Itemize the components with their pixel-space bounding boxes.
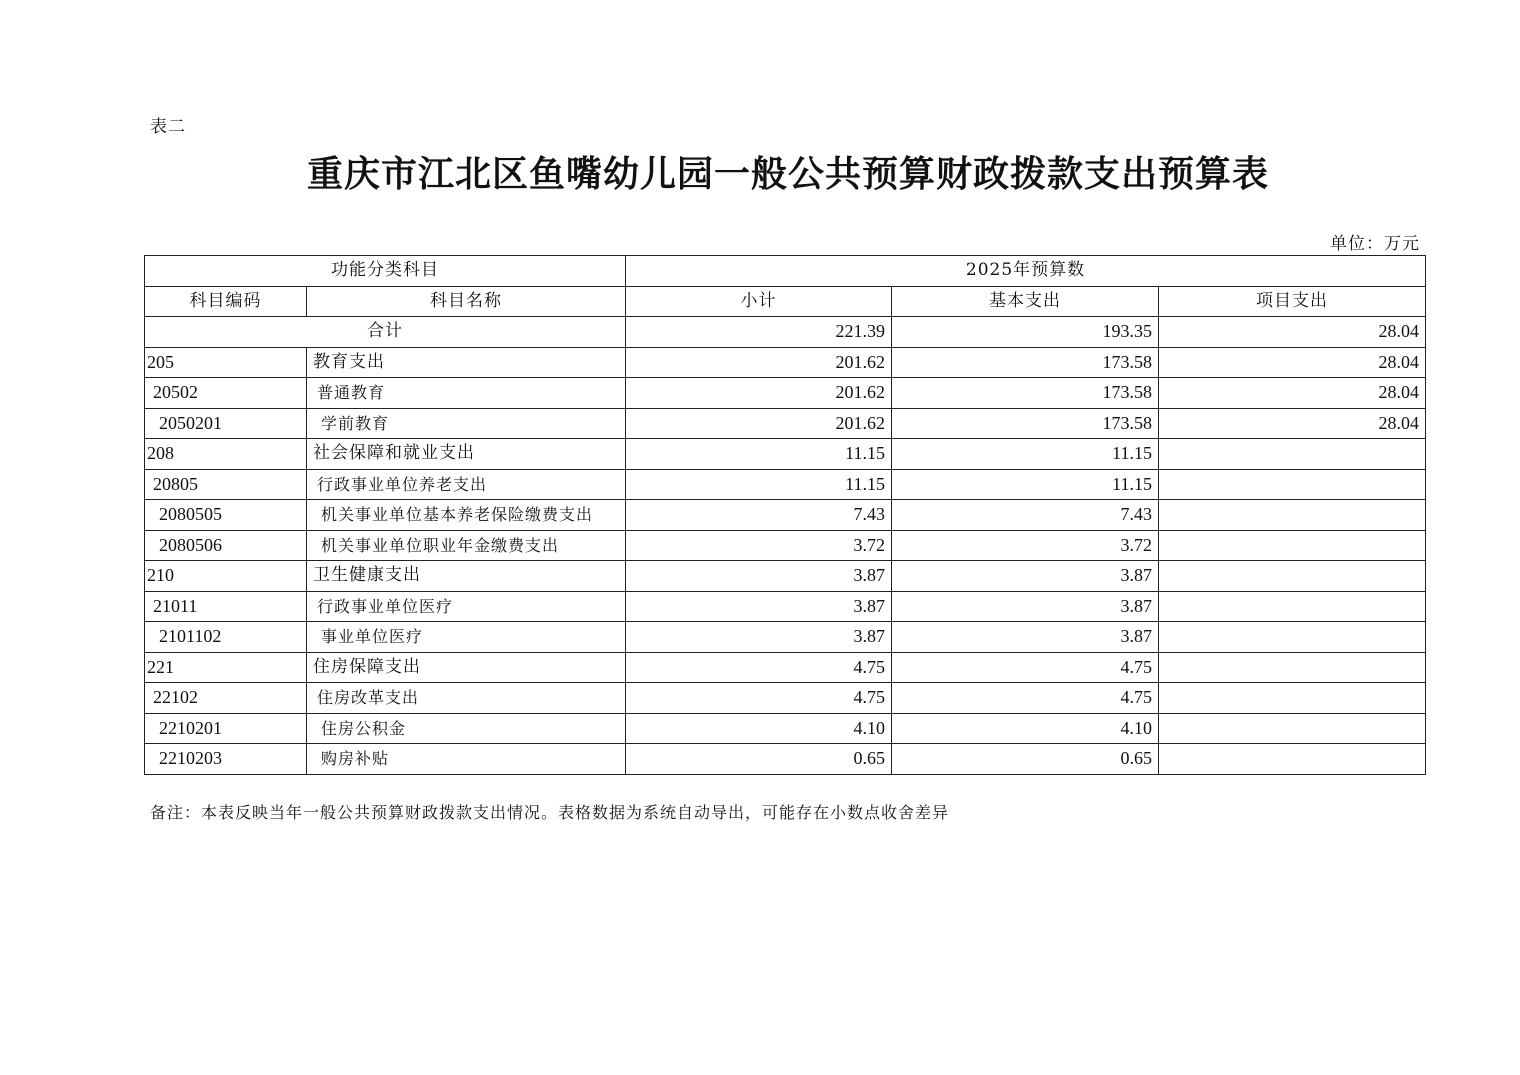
header-column-row	[145, 286, 1426, 317]
subject-name-cell: 普通教育	[307, 378, 626, 409]
subject-code-cell: 205	[145, 347, 307, 378]
subtotal-cell: 3.87	[626, 622, 892, 653]
total-subtotal: 221.39	[626, 317, 892, 348]
table-row	[145, 652, 1426, 683]
subject-name-cell: 行政事业单位医疗	[307, 591, 626, 622]
project-expenditure-cell	[1159, 652, 1426, 683]
subject-code-cell: 221	[145, 652, 307, 683]
budget-table	[144, 255, 1426, 775]
project-expenditure-cell	[1159, 500, 1426, 531]
total-basic: 193.35	[892, 317, 1159, 348]
table-row	[145, 591, 1426, 622]
table-number-label: 表二	[150, 117, 186, 137]
subtotal-cell: 201.62	[626, 347, 892, 378]
basic-expenditure-cell: 173.58	[892, 378, 1159, 409]
header-code: 科目编码	[145, 286, 307, 317]
project-expenditure-cell: 28.04	[1159, 347, 1426, 378]
table-row	[145, 408, 1426, 439]
subtotal-cell: 201.62	[626, 378, 892, 409]
header-group-row	[145, 256, 1426, 287]
table-row	[145, 561, 1426, 592]
basic-expenditure-cell: 0.65	[892, 744, 1159, 775]
total-project: 28.04	[1159, 317, 1426, 348]
project-expenditure-cell	[1159, 713, 1426, 744]
table-row	[145, 469, 1426, 500]
total-row	[145, 317, 1426, 348]
basic-expenditure-cell: 7.43	[892, 500, 1159, 531]
subtotal-cell: 0.65	[626, 744, 892, 775]
subject-name-cell: 住房改革支出	[307, 683, 626, 714]
basic-expenditure-cell: 3.87	[892, 622, 1159, 653]
header-name: 科目名称	[307, 286, 626, 317]
subtotal-cell: 7.43	[626, 500, 892, 531]
subtotal-cell: 4.75	[626, 683, 892, 714]
subject-name-cell: 学前教育	[307, 408, 626, 439]
subject-code-cell: 2080506	[145, 530, 307, 561]
header-functional-category: 功能分类科目	[145, 256, 626, 287]
subject-code-cell: 2210201	[145, 713, 307, 744]
total-label: 合计	[145, 317, 626, 348]
table-row	[145, 439, 1426, 470]
subject-code-cell: 21011	[145, 591, 307, 622]
basic-expenditure-cell: 4.75	[892, 652, 1159, 683]
project-expenditure-cell: 28.04	[1159, 378, 1426, 409]
subject-name-cell: 行政事业单位养老支出	[307, 469, 626, 500]
subtotal-cell: 4.75	[626, 652, 892, 683]
subject-code-cell: 210	[145, 561, 307, 592]
header-subtotal: 小计	[626, 286, 892, 317]
page-title: 重庆市江北区鱼嘴幼儿园一般公共预算财政拨款支出预算表	[306, 153, 1269, 195]
basic-expenditure-cell: 173.58	[892, 347, 1159, 378]
subject-code-cell: 208	[145, 439, 307, 470]
budget-table-body	[145, 256, 1426, 775]
subject-code-cell: 2080505	[145, 500, 307, 531]
subject-code-cell: 20805	[145, 469, 307, 500]
basic-expenditure-cell: 173.58	[892, 408, 1159, 439]
header-budget-year: 2025年预算数	[626, 256, 1426, 287]
subtotal-cell: 4.10	[626, 713, 892, 744]
subject-name-cell: 购房补贴	[307, 744, 626, 775]
subject-code-cell: 2050201	[145, 408, 307, 439]
table-row	[145, 713, 1426, 744]
subtotal-cell: 3.87	[626, 591, 892, 622]
table-row	[145, 744, 1426, 775]
table-row	[145, 500, 1426, 531]
subject-code-cell: 22102	[145, 683, 307, 714]
unit-label: 单位：万元	[1330, 234, 1420, 254]
subject-name-cell: 机关事业单位基本养老保险缴费支出	[307, 500, 626, 531]
table-row	[145, 378, 1426, 409]
subtotal-cell: 3.87	[626, 561, 892, 592]
subtotal-cell: 11.15	[626, 469, 892, 500]
table-row	[145, 530, 1426, 561]
table-row	[145, 622, 1426, 653]
basic-expenditure-cell: 11.15	[892, 469, 1159, 500]
subject-name-cell: 事业单位医疗	[307, 622, 626, 653]
project-expenditure-cell	[1159, 683, 1426, 714]
subject-name-cell: 住房保障支出	[307, 652, 626, 683]
header-basic-expenditure: 基本支出	[892, 286, 1159, 317]
basic-expenditure-cell: 3.72	[892, 530, 1159, 561]
subject-name-cell: 机关事业单位职业年金缴费支出	[307, 530, 626, 561]
subtotal-cell: 3.72	[626, 530, 892, 561]
subject-name-cell: 社会保障和就业支出	[307, 439, 626, 470]
project-expenditure-cell	[1159, 744, 1426, 775]
project-expenditure-cell	[1159, 439, 1426, 470]
basic-expenditure-cell: 4.10	[892, 713, 1159, 744]
basic-expenditure-cell: 3.87	[892, 591, 1159, 622]
table-row	[145, 683, 1426, 714]
header-project-expenditure: 项目支出	[1159, 286, 1426, 317]
subject-name-cell: 卫生健康支出	[307, 561, 626, 592]
subject-code-cell: 2101102	[145, 622, 307, 653]
footnote: 备注：本表反映当年一般公共预算财政拨款支出情况。表格数据为系统自动导出，可能存在小数点收舍差异	[150, 803, 950, 822]
table-row	[145, 347, 1426, 378]
project-expenditure-cell	[1159, 469, 1426, 500]
project-expenditure-cell	[1159, 622, 1426, 653]
basic-expenditure-cell: 11.15	[892, 439, 1159, 470]
subject-code-cell: 20502	[145, 378, 307, 409]
subtotal-cell: 201.62	[626, 408, 892, 439]
project-expenditure-cell	[1159, 561, 1426, 592]
basic-expenditure-cell: 4.75	[892, 683, 1159, 714]
subject-name-cell: 教育支出	[307, 347, 626, 378]
project-expenditure-cell: 28.04	[1159, 408, 1426, 439]
project-expenditure-cell	[1159, 530, 1426, 561]
subject-name-cell: 住房公积金	[307, 713, 626, 744]
basic-expenditure-cell: 3.87	[892, 561, 1159, 592]
project-expenditure-cell	[1159, 591, 1426, 622]
subtotal-cell: 11.15	[626, 439, 892, 470]
subject-code-cell: 2210203	[145, 744, 307, 775]
